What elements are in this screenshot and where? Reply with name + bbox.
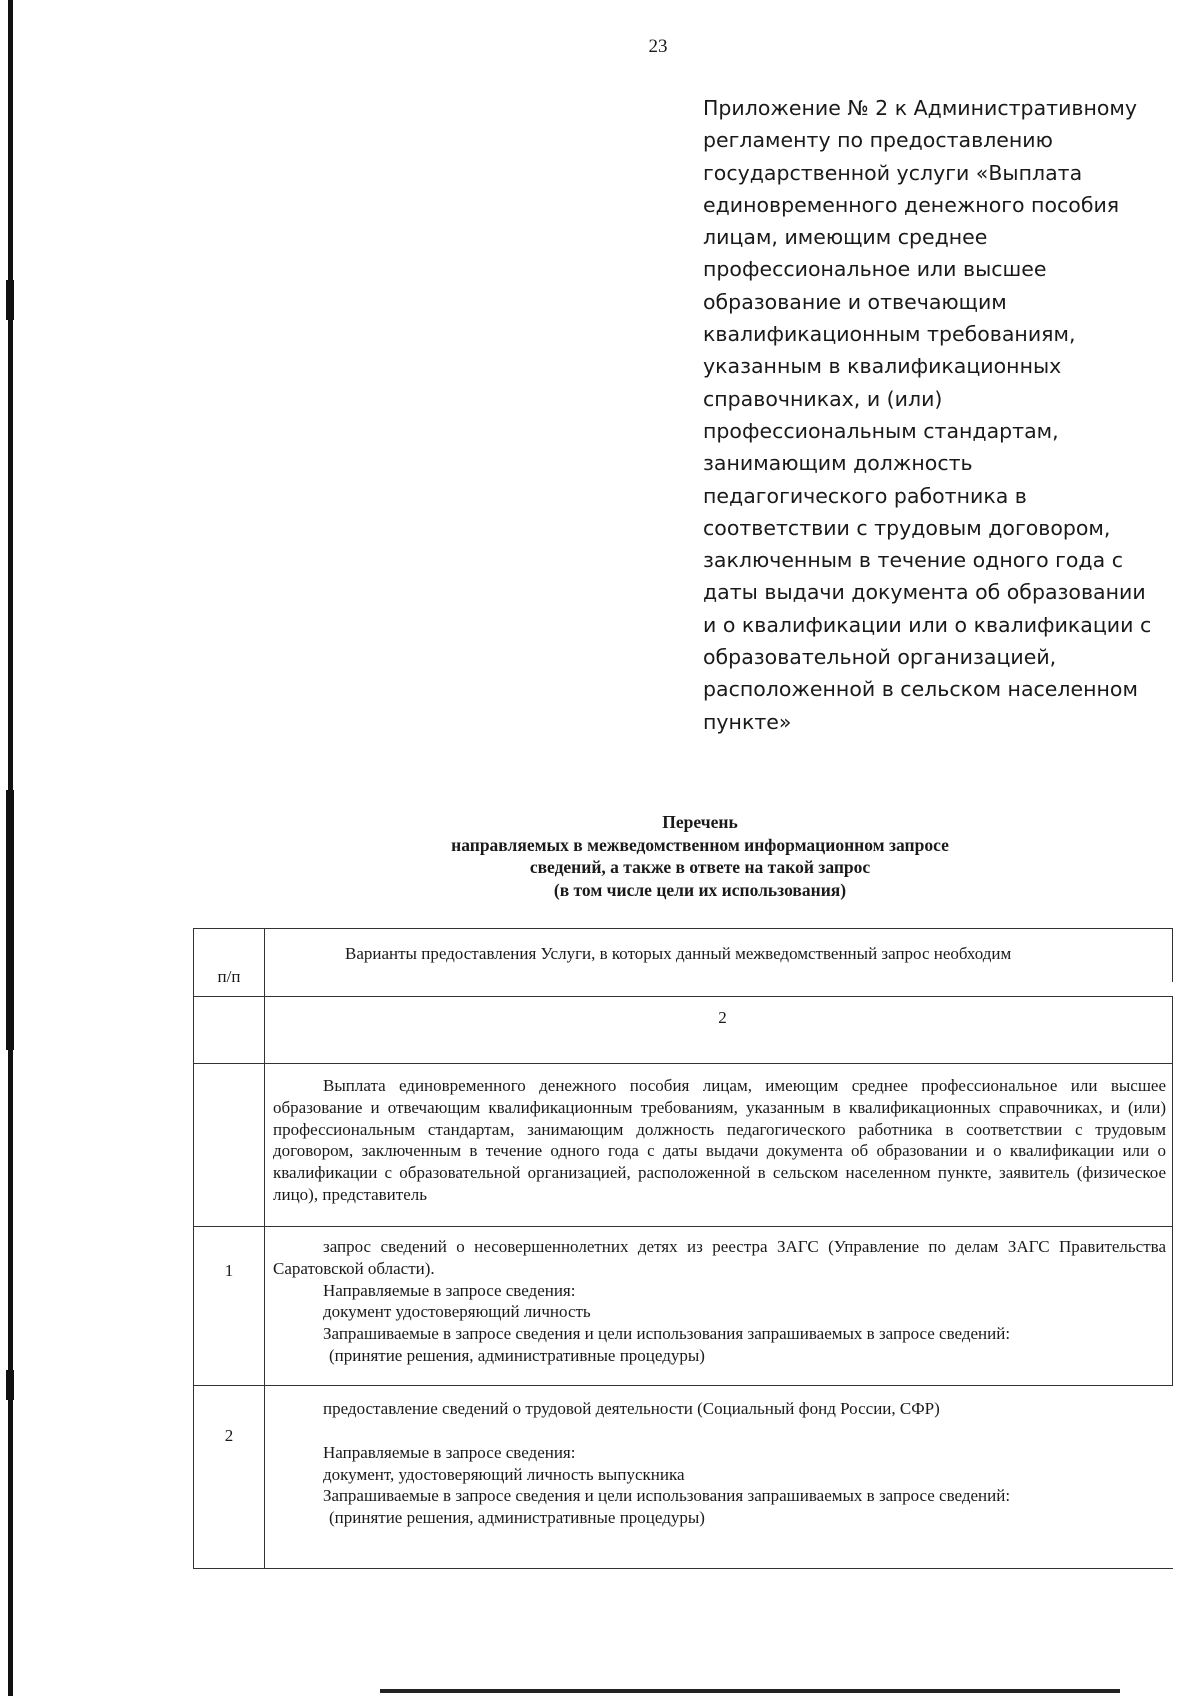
scan-edge-mark [6,280,14,320]
request-description: предоставление сведений о трудовой деятельности (Социальный фонд России, СФР) [323,1399,940,1418]
title-line: Перечень [662,812,738,832]
appendix-line: профессиональное или высшее [703,257,1047,282]
numbering-cell-2: 2 [265,997,1173,1063]
document-title [300,811,1100,901]
requested-info-value: (принятие решения, административные процедуры) [329,1508,705,1528]
row-number: 2 [224,1426,234,1445]
appendix-line: соответствии с трудовым договором, [703,515,1111,540]
appendix-line: образование и отвечающим [703,289,1007,314]
requested-info-label: Запрашиваемые в запросе сведения и цели использования запрашиваемых в запросе сведений: [323,1486,1011,1506]
sent-info-label: Направляемые в запросе сведения: [323,1280,576,1300]
sent-info-value: документ, удостоверяющий личность выпускника [323,1464,685,1484]
title-line: (в том числе цели их использования) [553,879,847,900]
table-row [193,1385,1173,1569]
appendix-line: расположенной в сельском населенном [703,677,1138,702]
table-description-row [193,1063,1173,1226]
header-variants-label: Варианты предоставления Услуги, в которых данный межведомственный запрос необходим [345,944,1012,963]
appendix-line: единовременного денежного пособия [703,192,1120,217]
appendix-line: заключенным в течение одного года с [703,548,1123,573]
appendix-line: справочниках, и (или) [703,386,943,411]
requested-info-label: Запрашиваемые в запросе сведения и цели использования запрашиваемых в запросе сведений: [323,1324,1011,1344]
appendix-line: указанным в квалификационных [703,354,1062,379]
appendix-line: Приложение № 2 к Административному [703,96,1138,120]
description-number-cell [193,1064,265,1226]
requests-table [193,928,1173,1569]
title-line: направляемых в межведомственном информационном запросе [451,834,949,855]
request-description: запрос сведений о несовершеннолетних детях из реестра ЗАГС (Управление по делам ЗАГС Правительства Саратовской области). [273,1237,1166,1278]
table-row [193,1226,1173,1385]
appendix-note [703,92,1152,738]
row-number-cell [193,1227,265,1385]
scan-edge-mark [6,1370,14,1400]
appendix-line: лицам, имеющим среднее [703,225,988,250]
appendix-line: занимающим должность [703,451,973,476]
variant-description: Выплата единовременного денежного пособия лицам, имеющим среднее профессиональное или высшее образование и отвечающим квалификационным требованиям, указанным в квалификационных справочниках, и (или) профессиональным стандартам, занимающим должность педагогического работника в соответствии с трудовым договором, заключенным в течение одного года с даты выдачи документа об образовании и о квалификации или о квалификации с образовательной организацией, расположенной в сельском населенном пункте, заявитель (физическое лицо), представитель [273,1076,1166,1204]
scan-edge-bottom [380,1689,1120,1693]
row-number-cell [193,1386,265,1568]
appendix-line: профессиональным стандартам, [703,418,1059,443]
requested-info-value: (принятие решения, административные процедуры) [329,1345,705,1365]
title-line: сведений, а также в ответе на такой запрос [529,857,871,877]
sent-info-value: документ удостоверяющий личность [323,1302,591,1322]
appendix-line: даты выдачи документа об образовании [703,580,1146,605]
header-number-label: п/п [217,967,241,986]
table-header-row [193,928,1173,996]
appendix-line: квалификационным требованиям, [703,322,1076,347]
appendix-line: пункте» [703,709,792,734]
appendix-line: образовательной организацией, [703,645,1057,670]
table-numbering-row [193,996,1173,1063]
row-number: 1 [224,1261,234,1280]
numbering-cell-1 [193,997,265,1063]
header-cell-number [193,929,265,996]
row-content-cell [265,1227,1173,1385]
appendix-line: регламенту по предоставлению [703,128,1053,153]
appendix-line: и о квалификации или о квалификации с [703,612,1152,637]
description-cell [265,1064,1173,1226]
scan-edge-mark [6,790,14,1050]
header-cell-variants [265,929,1173,982]
appendix-line: государственной услуги «Выплата [703,160,1083,185]
row-content-cell [265,1386,1173,1568]
sent-info-label: Направляемые в запросе сведения: [323,1442,576,1462]
spacer [273,1420,1173,1442]
page-number: 23 [648,36,668,57]
appendix-line: педагогического работника в [703,483,1027,508]
